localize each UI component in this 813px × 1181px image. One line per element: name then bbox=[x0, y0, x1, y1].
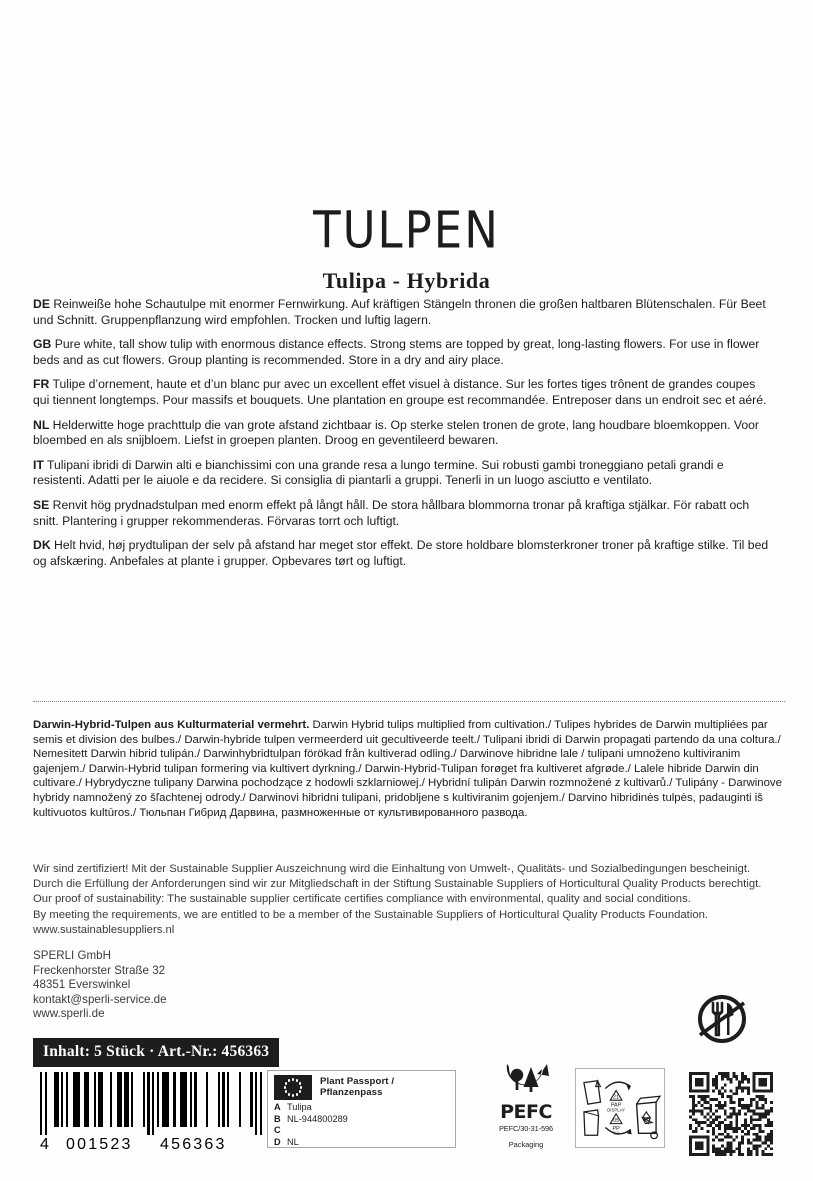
recycle-paper-sub: DISPLAY bbox=[607, 1107, 625, 1113]
description-text-dk: Helt hvid, høj prydtulipan der selv på afstand har meget stor effekt. De store holdbare blomsterkroner troner på kraftige stilke. Til bed og afskæring. Anbefales at plante i grupper. Opbevares tørt og luftigt. bbox=[33, 538, 769, 568]
eu-star bbox=[300, 1086, 302, 1088]
plant-passport-key-b: B bbox=[274, 1113, 281, 1124]
company-email[interactable]: kontakt@sperli-service.de bbox=[33, 992, 167, 1006]
description-block bbox=[33, 297, 785, 578]
eu-star bbox=[288, 1079, 290, 1081]
eu-star bbox=[299, 1090, 301, 1092]
plant-passport-box bbox=[267, 1070, 456, 1148]
cultivation-text bbox=[33, 718, 785, 820]
cultivation-rest: Darwin Hybrid tulips multiplied from cultivation./ Tulipes hybrides de Darwin multipliées par semis et division des bulbes./ Darwin-hybride tulpen vermeerderd uit gecultiveerde teelt./ Tulipani ibridi di Darwin propagati partendo da una coltura./ Nemesitett Darwin hibrid tulipán./ Darwinhybridtulpan förökad från kultiverad odling./ Darwinove hibridne lale / tulipani umnoženo kultiviranim gajenjem./ Darwin-Hybrid tulipan formering via kultivert dyrkning./ Darwin-Hybrid-Tulipan forøget fra kultiveret afgrøde./ Lalele hibride Darwin din cultivare./ Hybrydyczne tulipany Darwina pochodzące z hodowli szklarniowej./ Hybridní tulipán Darwin rozmnožené z kultivarů./ Tulipány - Darwinove hybridy namnožený zo šľachtenej odrody./ Darwinovi hibridni tulipani, pridobljene s kultiviranim gojenjem./ Darvino hibridinės tulpės, padauginti iš kultivuotos kultūros./ Тюльпан Гибрид Дарвина, размноженные от культивированного развода. bbox=[33, 719, 782, 819]
plant-passport-rows bbox=[274, 1102, 449, 1148]
barcode-bar bbox=[194, 1072, 196, 1127]
barcode-bar bbox=[250, 1072, 252, 1127]
barcode-bar bbox=[131, 1072, 133, 1127]
description-text-de: Reinweiße hohe Schautulpe mit enormer Fernwirkung. Auf kräftigen Stängeln thronen die großen haltbaren Blütenschalen. Für Beet und Schnitt. Gruppenpflanzung wird empfohlen. Trocken und luftig lagern. bbox=[33, 297, 766, 327]
barcode-bar bbox=[94, 1072, 96, 1127]
plant-passport-row bbox=[274, 1114, 449, 1126]
plant-passport-row bbox=[274, 1125, 449, 1137]
plant-passport-key-c: C bbox=[274, 1125, 281, 1136]
barcode-bar bbox=[162, 1072, 169, 1127]
description-paragraph-it bbox=[33, 458, 774, 489]
sustainability-website[interactable]: www.sustainablesuppliers.nl bbox=[33, 923, 175, 936]
recycling-info-box bbox=[575, 1068, 665, 1148]
description-paragraph-gb bbox=[33, 337, 774, 368]
barcode-bars bbox=[40, 1072, 262, 1135]
language-code-de: DE bbox=[33, 297, 50, 311]
barcode-bar bbox=[98, 1072, 103, 1127]
recycling-diagram-icon bbox=[576, 1069, 664, 1147]
plant-passport-value-c bbox=[287, 1125, 449, 1137]
company-city: 48351 Everswinkel bbox=[33, 978, 131, 992]
barcode-bar bbox=[40, 1072, 42, 1135]
description-text-se: Renvit hög prydnadstulpan med enorm effekt på långt håll. De stora hållbara blommorna tronar på kraftiga stjälkar. För rabatt och snitt. Plantering i grupper rekommenderas. Förvaras torrt och luftigt. bbox=[33, 497, 750, 528]
description-text-nl: Helderwitte hoge prachttulp die van grote afstand zichtbaar is. Op sterke stelen tronen de grote, lang houdbare bloemkoppen. Voor bloembed en als snijbloem. Liefst in groepen planten. Droog en geventileerd bewaren. bbox=[33, 417, 759, 448]
barcode-digit-group-3: 456363 bbox=[160, 1136, 227, 1153]
barcode-bar bbox=[117, 1072, 122, 1127]
description-paragraph-dk bbox=[33, 538, 774, 569]
language-code-gb: GB bbox=[33, 337, 52, 352]
eu-star bbox=[285, 1082, 287, 1084]
cultivation-note bbox=[33, 718, 785, 820]
barcode-bar bbox=[222, 1072, 224, 1127]
pefc-wordmark: PEFC bbox=[500, 1101, 552, 1123]
eu-star bbox=[285, 1090, 287, 1092]
barcode-bar bbox=[173, 1072, 175, 1127]
eu-star bbox=[292, 1078, 294, 1080]
language-code-it: IT bbox=[33, 457, 44, 472]
eu-star bbox=[288, 1093, 290, 1095]
recycle-paper-number: 21 bbox=[613, 1094, 620, 1101]
plant-passport-title: Plant Passport / Pflanzenpass bbox=[320, 1076, 395, 1098]
pefc-code: PEFC/30-31-596 bbox=[498, 1124, 554, 1133]
eu-star bbox=[284, 1086, 286, 1088]
description-paragraph-se bbox=[33, 498, 774, 529]
description-text-fr: Tulipe d’ornement, haute et d’un blanc pur avec un excellent effet visuel à distance. Sur les fortes tiges trônent de grandes coupes qui tiennent longtemps. Pour massifs et bouquets. Une plantation en groupe est recommandée. Entreposer dans un endroit sec et aéré. bbox=[33, 377, 767, 407]
barcode-digit-group-2: 001523 bbox=[66, 1136, 133, 1153]
sustainability-block bbox=[33, 862, 785, 938]
description-text-it: Tulipani ibridi di Darwin alti e bianchissimi con una grande resa a lungo termine. Sui robusti gambi troneggiano petali grandi e resistenti. Adatti per le aiuole e da recidere. Si consiglia di piantarli a gruppi. Tenerli in un luogo asciutto e ventilato. bbox=[33, 457, 724, 488]
pefc-logo-icon bbox=[497, 1062, 555, 1102]
barcode-bar bbox=[147, 1072, 149, 1135]
dotted-divider bbox=[33, 701, 785, 702]
recycle-plastic-number: 05 bbox=[613, 1118, 620, 1125]
content-article-bar: Inhalt: 5 Stück · Art.-Nr.: 456363 bbox=[33, 1038, 279, 1067]
sustainability-line: Wir sind zertifiziert! Mit der Sustainable Supplier Auszeichnung wird die Einhaltung von Umwelt-, Qualitäts- und Sozialbedingungen bescheinigt. bbox=[33, 863, 751, 875]
barcode-bar bbox=[84, 1072, 89, 1127]
plant-passport-key-d: D bbox=[274, 1136, 281, 1147]
eu-star bbox=[296, 1093, 298, 1095]
company-address bbox=[33, 949, 167, 1022]
barcode-digit-group-1: 4 bbox=[40, 1136, 52, 1153]
barcode-bar bbox=[206, 1072, 208, 1127]
barcode-bar bbox=[73, 1072, 80, 1127]
plant-passport-value-d: NL bbox=[287, 1136, 299, 1147]
sustainability-line: Durch die Erfüllung der Anforderungen sind wir zur Mitgliedschaft in der Stiftung Sustainable Suppliers of Horticultural Quality Products berechtigt. bbox=[33, 878, 762, 891]
page-title: TULPEN bbox=[313, 200, 500, 260]
recycle-paper-code: PAP bbox=[610, 1102, 622, 1109]
barcode-bar bbox=[190, 1072, 192, 1127]
eu-star bbox=[299, 1082, 301, 1084]
plant-passport-key-a: A bbox=[274, 1102, 281, 1112]
eu-star bbox=[296, 1079, 298, 1081]
language-code-dk: DK bbox=[33, 538, 51, 553]
botanical-name: Tulipa - Hybrida bbox=[322, 268, 491, 293]
language-code-se: SE bbox=[33, 497, 50, 512]
company-name: SPERLI GmbH bbox=[33, 949, 111, 962]
title-block bbox=[0, 200, 813, 294]
barcode-bar bbox=[124, 1072, 129, 1127]
company-street: Freckenhorster Straße 32 bbox=[33, 963, 166, 977]
pefc-certification bbox=[487, 1062, 565, 1149]
plant-passport-header bbox=[274, 1075, 449, 1100]
description-paragraph-fr bbox=[33, 377, 774, 408]
ean13-barcode bbox=[40, 1072, 262, 1154]
sustainability-line: Our proof of sustainability: The sustainable supplier certificate certifies compliance with environmental, quality and social conditions. bbox=[33, 893, 691, 906]
sustainability-line: By meeting the requirements, we are entitled to be a member of the Sustainable Suppliers of Horticultural Quality Products Foundation. bbox=[33, 908, 709, 921]
barcode-bar bbox=[61, 1072, 63, 1127]
barcode-bar bbox=[54, 1072, 59, 1127]
eu-star bbox=[292, 1094, 294, 1096]
plant-passport-value-b: NL-944800289 bbox=[287, 1113, 348, 1124]
plant-passport-row bbox=[274, 1102, 449, 1114]
not-for-food-icon bbox=[694, 993, 750, 1045]
barcode-bar bbox=[66, 1072, 68, 1127]
barcode-bar bbox=[110, 1072, 112, 1127]
barcode-bar bbox=[143, 1072, 145, 1127]
plant-passport-row bbox=[274, 1137, 449, 1149]
qr-code-icon[interactable] bbox=[689, 1072, 773, 1156]
language-code-nl: NL bbox=[33, 417, 50, 432]
plant-passport-value-a: Tulipa bbox=[287, 1102, 312, 1112]
recycle-plastic-code: PP bbox=[612, 1125, 620, 1132]
company-website[interactable]: www.sperli.de bbox=[33, 1007, 105, 1021]
description-text-gb: Pure white, tall show tulip with enormous distance effects. Strong stems are topped by great, long-lasting flowers. For use in flower beds and as cut flowers. Group planting is recommended. Store in a dry and airy place. bbox=[33, 337, 760, 367]
barcode-bar bbox=[227, 1072, 229, 1127]
cultivation-lead: Darwin-Hybrid-Tulpen aus Kulturmaterial vermehrt. bbox=[33, 719, 310, 731]
barcode-bar bbox=[157, 1072, 159, 1127]
eu-flag-icon bbox=[274, 1075, 312, 1100]
barcode-bar bbox=[218, 1072, 220, 1127]
recycle-plastic-sub: foil bbox=[613, 1131, 619, 1137]
barcode-bar bbox=[180, 1072, 187, 1127]
pefc-category: Packaging bbox=[508, 1140, 544, 1149]
description-paragraph-nl bbox=[33, 418, 774, 449]
barcode-bar bbox=[239, 1072, 241, 1127]
description-paragraph-de bbox=[33, 297, 774, 328]
barcode-bar bbox=[260, 1072, 262, 1135]
barcode-bar bbox=[152, 1072, 154, 1135]
barcode-bar bbox=[45, 1072, 47, 1135]
barcode-bar bbox=[255, 1072, 257, 1135]
language-code-fr: FR bbox=[33, 377, 50, 392]
barcode-digits bbox=[40, 1136, 262, 1154]
